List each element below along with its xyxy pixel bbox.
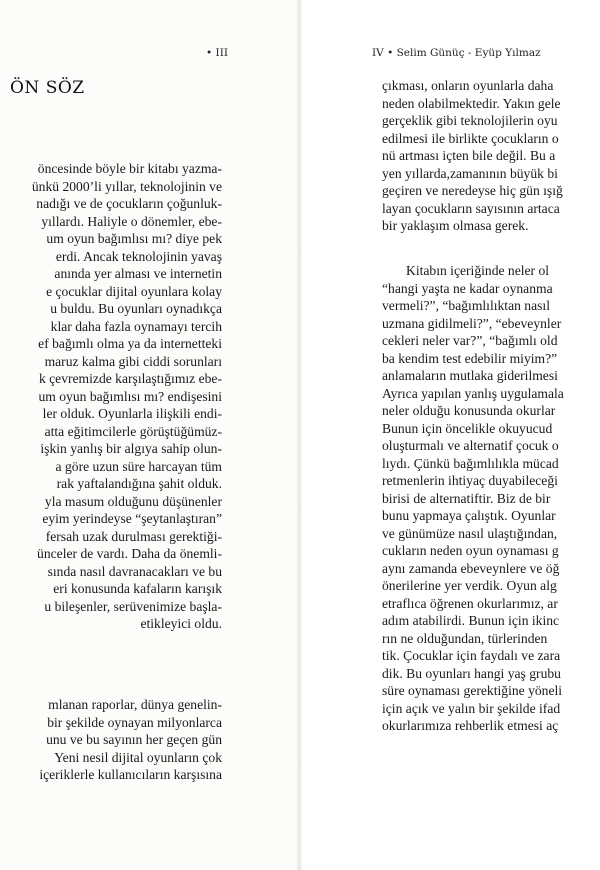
text-line: için açık ve yalın bir şekilde ifad xyxy=(382,700,561,716)
text-line: Kitabın içeriğinde neler ol xyxy=(406,263,550,278)
text-line: ve günümüze nasıl ulaştığından, xyxy=(382,525,558,541)
book-gutter xyxy=(297,0,303,870)
text-line: nü artması içten bile değil. Bu a xyxy=(382,148,556,163)
text-line: yla masum olduğunu düşünenler xyxy=(44,493,222,509)
text-line: anında yer alması ve internetin xyxy=(54,266,222,281)
text-line: süre oynaması gerektiğine yöneli xyxy=(382,683,563,698)
text-line: uzmana gidilmeli?”, “ebeveynler xyxy=(382,315,562,331)
text-line: ünkü 2000’li yıllar, teknolojinin ve xyxy=(31,178,222,194)
text-line: layan çocukların sayısının artaca xyxy=(382,200,560,216)
text-line: ef bağımlı olma ya da internetteki xyxy=(38,336,222,351)
text-line: u buldu. Bu oyunları oynadıkça xyxy=(50,301,222,316)
text-line: rak yaftalandığına şahit olduk. xyxy=(56,476,222,491)
text-line: yen yıllarda,zamanının büyük bi xyxy=(382,165,558,181)
text-line: çıkması, onların oyunlarla daha xyxy=(382,78,554,93)
text-line: oluşturmalı ve alternatif çocuk o xyxy=(382,438,559,453)
text-line: ünceler de vardı. Daha da önemli- xyxy=(37,546,222,561)
text-line: bir yaklaşım olmasa gerek. xyxy=(382,218,529,233)
text-line: cekleri neler var?”, “bağımlı old xyxy=(382,333,558,348)
paragraph xyxy=(0,160,222,633)
text-line: maruz kalma gibi ciddi sorunları xyxy=(44,353,222,369)
text-line: “hangi yaşta ne kadar oynanma xyxy=(382,280,553,296)
text-line: ler olduk. Oyunlarla ilişkili endi- xyxy=(42,406,222,421)
text-line: retmenlerin ihtiyaç duyabileceği xyxy=(382,473,558,488)
text-line: bunu yapmaya çalıştık. Oyunlar xyxy=(382,508,556,523)
text-line: unu ve bu sayının her geçen gün xyxy=(46,732,222,747)
text-line: neden olabilmektedir. Yakın gele xyxy=(382,95,561,111)
text-line: aynı zamanda ebeveynlere ve öğ xyxy=(382,560,560,576)
text-line: um oyun bağımlısı mı? endişesini xyxy=(38,388,222,404)
text-line: nadığı ve de çocukların çoğunluk- xyxy=(36,196,222,211)
paragraph xyxy=(382,77,600,235)
text-line: adım atabilirdi. Bunun için ikinc xyxy=(382,613,560,628)
text-line: erdi. Ancak teknolojinin yavaş xyxy=(55,248,222,264)
paragraph xyxy=(0,696,222,784)
text-line: ba kendim test edebilir miyim?” xyxy=(382,350,558,366)
page-header: • III xyxy=(206,47,228,59)
text-line: etraflıca öğrenen okurlarımız, ar xyxy=(382,595,558,611)
text-line: neler olduğu konusunda okurlar xyxy=(382,403,556,418)
text-line: um oyun bağımlısı mı? diye pek xyxy=(46,231,222,246)
text-line: birisi de alternatiftir. Biz de bir xyxy=(382,490,551,506)
text-line: vermeli?”, “bağımlılıktan nasıl xyxy=(382,298,550,313)
text-line: a göre uzun süre harcayan tüm xyxy=(55,458,222,474)
text-line: önerilerine yer verdik. Oyun alg xyxy=(382,578,557,593)
text-line: anlamaların mutlaka giderilmesi xyxy=(382,368,558,383)
text-line: gerçeklik gibi teknolojilerin oyu xyxy=(382,113,558,128)
text-line: bir şekilde oynayan milyonlarca xyxy=(47,714,222,730)
text-line: okurlarımıza rehberlik etmesi aç xyxy=(382,718,559,733)
text-line: atta eğitimcilerle görüştüğümüz- xyxy=(44,423,222,439)
text-line: cukların neden oyun oynaması g xyxy=(382,543,559,558)
text-line: sında nasıl davranacakları ve bu xyxy=(47,563,222,579)
text-line: rın ne olduğundan, türlerinden xyxy=(382,630,548,646)
paragraph xyxy=(382,262,600,735)
text-line: eyim yerindeyse “şeytanlaştıran” xyxy=(42,511,222,526)
text-line: u bileşenler, serüvenimize başla- xyxy=(44,598,222,614)
text-line: mlanan raporlar, dünya genelin- xyxy=(48,697,222,712)
text-line: Yeni nesil dijital oyunların çok xyxy=(54,749,222,765)
text-line: Ayrıca yapılan yanlış uygulamala xyxy=(382,385,564,401)
text-line: Bunun için öncelikle okuyucud xyxy=(382,420,553,436)
right-page xyxy=(300,0,600,870)
text-line: dik. Bu oyunları hangi yaş grubu xyxy=(382,665,561,681)
text-line: etikleyici oldu. xyxy=(140,616,222,631)
page-header: IV • Selim Günüç - Eyüp Yılmaz xyxy=(372,47,541,59)
text-line: edilmesi ile birlikte çocukların o xyxy=(382,130,559,146)
text-line: içeriklerle kullanıcıların karşısına xyxy=(39,767,222,782)
text-line: lıydı. Çünkü bağımlılıkla mücad xyxy=(382,455,559,471)
text-line: klar daha fazla oynamayı tercih xyxy=(50,318,222,334)
text-line: fersah uzak durulması gerektiği- xyxy=(45,528,222,544)
text-line: tik. Çocuklar için faydalı ve zara xyxy=(382,648,561,663)
text-line: k çevremizde karşılaştığımız ebe- xyxy=(38,371,222,386)
text-line: e çocuklar dijital oyunlara kolay xyxy=(46,283,222,299)
text-line: geçiren ve neredeyse hiç gün ışığ xyxy=(382,183,563,198)
text-line: öncesinde böyle bir kitabı yazma- xyxy=(37,161,222,176)
text-line: eri konusunda kafaların karışık xyxy=(53,581,222,596)
chapter-title: ÖN SÖZ xyxy=(10,78,85,98)
text-line: yıllardı. Haliyle o dönemler, ebe- xyxy=(41,213,222,229)
text-line: işkin yanlış bir algıya sahip olun- xyxy=(40,441,222,456)
